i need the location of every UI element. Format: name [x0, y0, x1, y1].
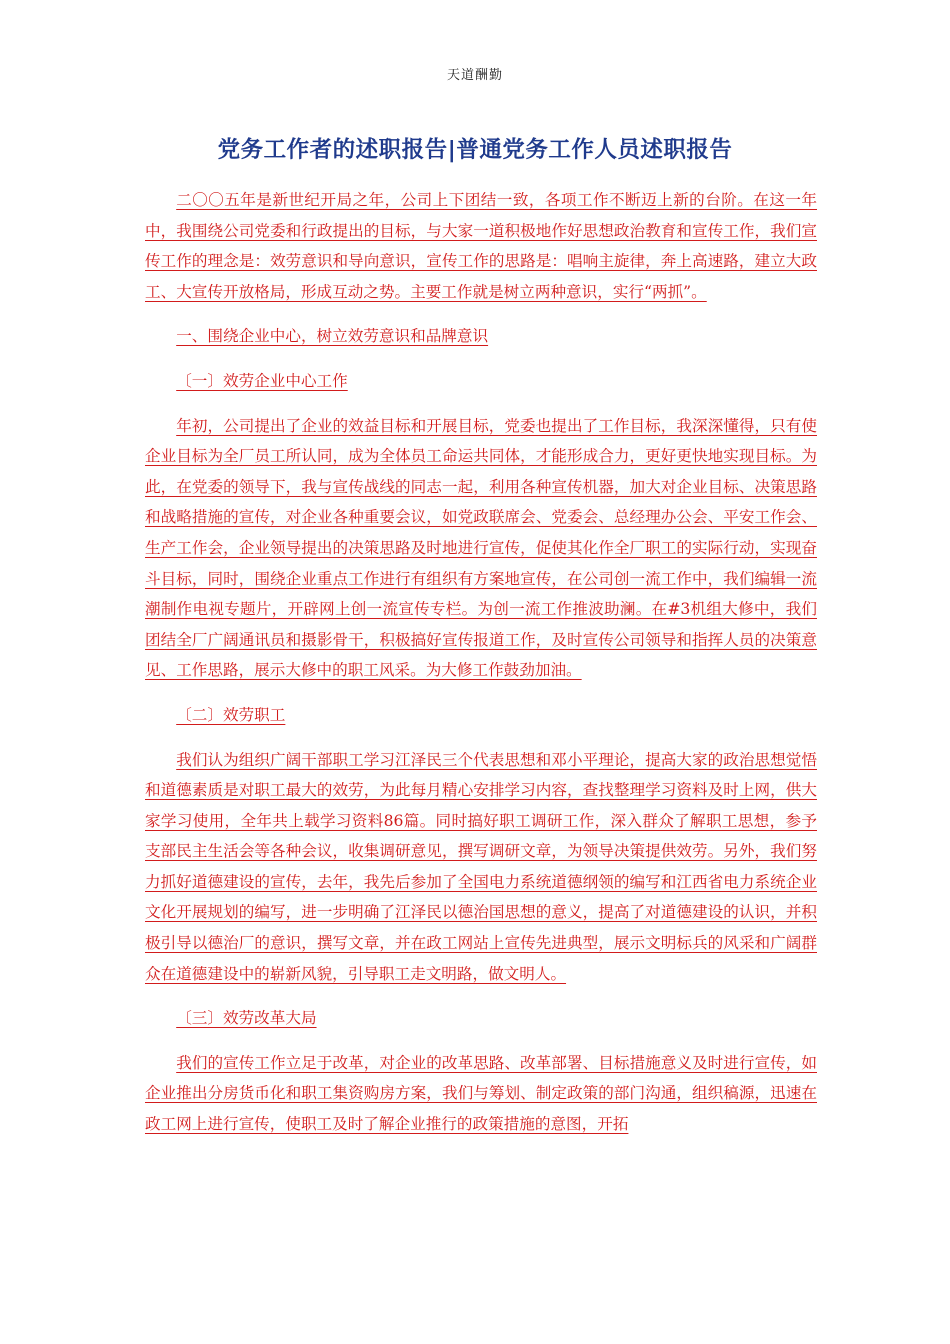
- paragraph-serve-workers: 我们认为组织广阔干部职工学习江泽民三个代表思想和邓小平理论，提高大家的政治思想觉悟和道德素质是对职工最大的效劳，为此每月精心安排学习内容，查找整理学习资料及时上网，供大家学习使用，全年共上载学习资料86篇。同时搞好职工调研工作，深入群众了解职工思想，参予支部民主生活会等各种会议，收集调研意见，撰写调研文章，为领导决策提供效劳。另外，我们努力抓好道德建设的宣传，去年，我先后参加了全国电力系统道德纲领的编写和江西省电力系统企业文化开展规划的编写，进一步明确了江泽民以德治国思想的意义，提高了对道德建设的认识，并积极引导以德治厂的意识，撰写文章，并在政工网站上宣传先进典型，展示文明标兵的风采和广阔群众在道德建设中的崭新风貌，引导职工走文明路，做文明人。: [145, 750, 817, 983]
- paragraph-serve-enterprise: 年初，公司提出了企业的效益目标和开展目标，党委也提出了工作目标，我深深懂得，只有使企业目标为全厂员工所认同，成为全体员工命运共同体，才能形成合力，更好更快地实现目标。为此，在党委的领导下，我与宣传战线的同志一起，利用各种宣传机器，加大对企业目标、决策思路和战略措施的宣传，对企业各种重要会议，如党政联席会、党委会、总经理办公会、平安工作会、生产工作会，企业领导提出的决策思路及时地进行宣传，促使其化作全厂职工的实际行动，实现奋斗目标，同时，围绕企业重点工作进行有组织有方案地宣传，在公司创一流工作中，我们编辑一流潮制作电视专题片，开辟网上创一流宣传专栏。为创一流工作推波助澜。在#3机组大修中，我们团结全厂广阔通讯员和摄影骨干，积极搞好宣传报道工作，及时宣传公司领导和指挥人员的决策意见、工作思路，展示大修中的职工风采。为大修工作鼓劲加油。: [145, 416, 817, 680]
- document-title: 党务工作者的述职报告|普通党务工作人员述职报告: [217, 137, 733, 163]
- subsection-heading-2: 〔二〕效劳职工: [176, 705, 286, 724]
- subsection-heading-1: 〔一〕效劳企业中心工作: [176, 371, 348, 390]
- intro-paragraph: 二〇〇五年是新世纪开局之年，公司上下团结一致，各项工作不断迈上新的台阶。在这一年中，我围绕公司党委和行政提出的目标，与大家一道积极地作好思想政治教育和宣传工作，我们宣传工作的理念是：效劳意识和导向意识，宣传工作的思路是：唱响主旋律，奔上高速路，建立大政工、大宣传开放格局，形成互动之势。主要工作就是树立两种意识，实行“两抓”。: [145, 191, 817, 301]
- subsection-heading-3: 〔三〕效劳改革大局: [176, 1009, 317, 1028]
- page-header: 天道酬勤: [446, 68, 503, 83]
- paragraph-serve-reform: 我们的宣传工作立足于改革，对企业的改革思路、改革部署、目标措施意义及时进行宣传，如企业推出分房货币化和职工集资购房方案，我们与筹划、制定政策的部门沟通，组织稿源，迅速在政工网上进行宣传，使职工及时了解企业推行的政策措施的意图，开拓: [145, 1053, 817, 1134]
- document-body: [145, 185, 817, 1140]
- section-heading-1: 一、围绕企业中心，树立效劳意识和品牌意识: [176, 327, 489, 346]
